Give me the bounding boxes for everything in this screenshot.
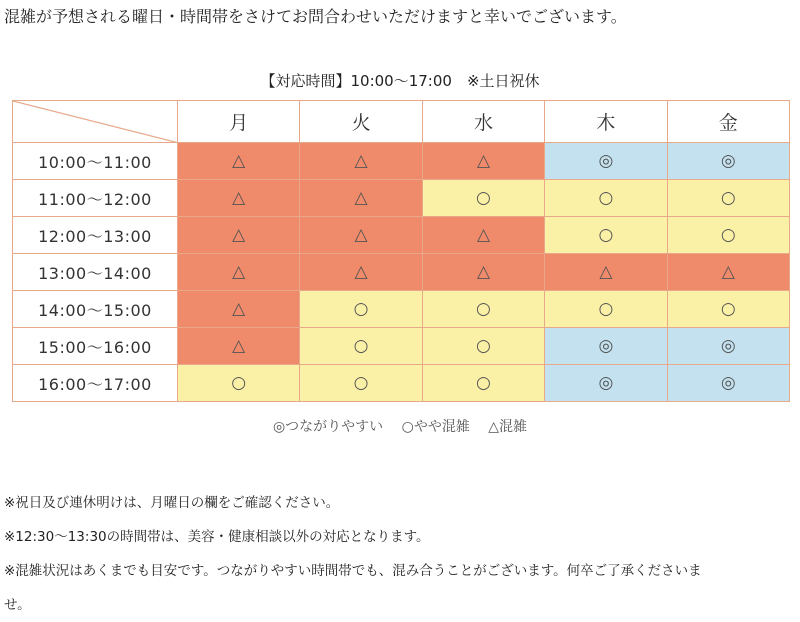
status-cell-thu bbox=[545, 143, 667, 180]
hours-title: 【対応時間】10:00〜17:00 ※土日祝休 bbox=[260, 72, 540, 90]
congestion-busy-icon: △ bbox=[232, 151, 246, 171]
day-header-mon: 月 bbox=[178, 101, 300, 143]
congestion-some-icon: ○ bbox=[476, 188, 491, 208]
status-cell-wed bbox=[422, 254, 544, 291]
table-corner-cell bbox=[13, 101, 178, 143]
table-row bbox=[13, 291, 790, 328]
table-row bbox=[13, 180, 790, 217]
congestion-some-icon: ○ bbox=[353, 336, 369, 356]
status-cell-thu bbox=[545, 180, 667, 217]
legend-some: ○やや混雑 bbox=[401, 419, 470, 435]
note-lunch-hours: ※12:30〜13:30の時間帯は、美容・健康相談以外の対応となります。 bbox=[4, 529, 430, 545]
status-cell-wed bbox=[422, 143, 544, 180]
table-row bbox=[13, 254, 790, 291]
congestion-busy-icon: △ bbox=[232, 336, 246, 356]
status-cell-thu bbox=[545, 254, 667, 291]
status-cell-wed bbox=[422, 217, 544, 254]
status-cell-fri bbox=[667, 291, 789, 328]
congestion-some-icon: ○ bbox=[353, 299, 369, 319]
congestion-busy-icon: △ bbox=[232, 225, 246, 245]
congestion-some-icon: ○ bbox=[476, 373, 491, 393]
congestion-some-icon: ○ bbox=[720, 299, 736, 319]
congestion-easy-icon: ◎ bbox=[720, 373, 736, 393]
congestion-busy-icon: △ bbox=[476, 151, 491, 171]
table-header-row bbox=[13, 101, 790, 143]
congestion-busy-icon: △ bbox=[354, 262, 368, 282]
status-cell-mon bbox=[178, 328, 300, 365]
time-slot-label: 12:00〜13:00 bbox=[13, 217, 178, 254]
day-header-fri: 金 bbox=[667, 101, 789, 143]
congestion-easy-icon: ◎ bbox=[598, 336, 614, 356]
status-cell-thu bbox=[545, 291, 667, 328]
table-row bbox=[13, 365, 790, 402]
note-disclaimer: ※混雑状況はあくまでも目安です。つながりやすい時間帯でも、混み合うことがございます。何卒ご了承くださいま bbox=[4, 563, 702, 579]
congestion-busy-icon: △ bbox=[721, 262, 735, 282]
congestion-some-icon: ○ bbox=[598, 299, 614, 319]
congestion-some-icon: ○ bbox=[598, 225, 614, 245]
legend-busy: △混雑 bbox=[488, 419, 528, 435]
status-cell-tue bbox=[300, 328, 422, 365]
day-header-wed: 水 bbox=[422, 101, 544, 143]
intro-text: 混雑が予想される曜日・時間帯をさけてお問合わせいただけますと幸いでございます。 bbox=[4, 7, 627, 26]
time-slot-label: 10:00〜11:00 bbox=[13, 143, 178, 180]
congestion-easy-icon: ◎ bbox=[720, 336, 736, 356]
table-body bbox=[13, 143, 790, 402]
congestion-some-icon: ○ bbox=[353, 373, 369, 393]
status-cell-tue bbox=[300, 291, 422, 328]
status-cell-tue bbox=[300, 365, 422, 402]
status-cell-wed bbox=[422, 180, 544, 217]
status-cell-fri bbox=[667, 217, 789, 254]
congestion-table bbox=[12, 100, 790, 402]
status-cell-thu bbox=[545, 328, 667, 365]
time-slot-label: 16:00〜17:00 bbox=[13, 365, 178, 402]
day-header-tue: 火 bbox=[300, 101, 422, 143]
status-cell-thu bbox=[545, 365, 667, 402]
congestion-busy-icon: △ bbox=[476, 262, 491, 282]
congestion-busy-icon: △ bbox=[232, 262, 246, 282]
table-row bbox=[13, 328, 790, 365]
table-row bbox=[13, 217, 790, 254]
status-cell-tue bbox=[300, 254, 422, 291]
status-cell-mon bbox=[178, 291, 300, 328]
congestion-busy-icon: △ bbox=[232, 188, 246, 208]
congestion-busy-icon: △ bbox=[354, 188, 368, 208]
congestion-some-icon: ○ bbox=[476, 336, 491, 356]
status-cell-fri bbox=[667, 143, 789, 180]
congestion-some-icon: ○ bbox=[476, 299, 491, 319]
status-cell-thu bbox=[545, 217, 667, 254]
time-slot-label: 14:00〜15:00 bbox=[13, 291, 178, 328]
congestion-busy-icon: △ bbox=[599, 262, 613, 282]
corner-diagonal-line bbox=[13, 101, 178, 143]
time-slot-label: 11:00〜12:00 bbox=[13, 180, 178, 217]
congestion-easy-icon: ◎ bbox=[720, 151, 736, 171]
note-disclaimer-end: せ。 bbox=[4, 597, 31, 613]
time-slot-label: 13:00〜14:00 bbox=[13, 254, 178, 291]
status-cell-fri bbox=[667, 365, 789, 402]
notes bbox=[4, 486, 794, 622]
congestion-busy-icon: △ bbox=[232, 299, 246, 319]
time-slot-label: 15:00〜16:00 bbox=[13, 328, 178, 365]
legend bbox=[0, 416, 800, 436]
status-cell-mon bbox=[178, 254, 300, 291]
status-cell-tue bbox=[300, 180, 422, 217]
status-cell-wed bbox=[422, 291, 544, 328]
status-cell-mon bbox=[178, 365, 300, 402]
congestion-some-icon: ○ bbox=[720, 188, 736, 208]
note-holiday: ※祝日及び連休明けは、月曜日の欄をご確認ください。 bbox=[4, 495, 340, 511]
congestion-some-icon: ○ bbox=[720, 225, 736, 245]
status-cell-wed bbox=[422, 328, 544, 365]
status-cell-tue bbox=[300, 217, 422, 254]
status-cell-fri bbox=[667, 180, 789, 217]
status-cell-tue bbox=[300, 143, 422, 180]
congestion-busy-icon: △ bbox=[354, 151, 368, 171]
congestion-easy-icon: ◎ bbox=[598, 151, 614, 171]
congestion-some-icon: ○ bbox=[598, 188, 614, 208]
status-cell-mon bbox=[178, 180, 300, 217]
status-cell-fri bbox=[667, 328, 789, 365]
status-cell-wed bbox=[422, 365, 544, 402]
status-cell-fri bbox=[667, 254, 789, 291]
congestion-some-icon: ○ bbox=[231, 373, 247, 393]
day-header-thu: 木 bbox=[545, 101, 667, 143]
table-row bbox=[13, 143, 790, 180]
congestion-busy-icon: △ bbox=[354, 225, 368, 245]
congestion-easy-icon: ◎ bbox=[598, 373, 614, 393]
status-cell-mon bbox=[178, 217, 300, 254]
status-cell-mon bbox=[178, 143, 300, 180]
congestion-busy-icon: △ bbox=[476, 225, 491, 245]
legend-easy: ◎つながりやすい bbox=[272, 419, 384, 435]
